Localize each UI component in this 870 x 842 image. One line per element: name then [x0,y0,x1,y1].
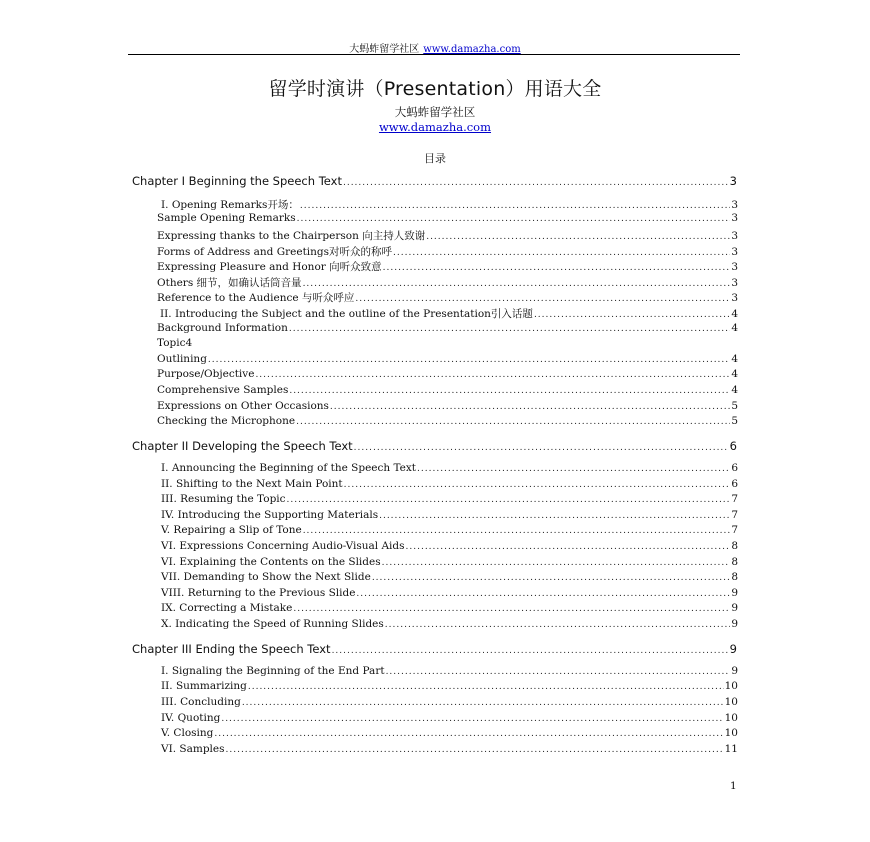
toc-label: V. Repairing a Slip of Tone [161,524,302,536]
toc-entry[interactable] [161,602,738,614]
toc-label: Reference to the Audience 与听众呼应 [157,292,355,304]
toc-label: I. Announcing the Beginning of the Speech Text [161,462,417,474]
leader-dots [406,542,731,552]
toc-entry[interactable] [161,712,738,724]
toc-label: I. Signaling the Beginning of the End Part [161,665,385,677]
toc-label: III. Resuming the Topic [161,493,286,505]
toc-page: 10 [724,727,738,739]
toc-entry[interactable] [161,571,738,583]
page-header [0,40,870,55]
toc-page: 3 [731,199,738,211]
toc-entry[interactable] [161,556,738,568]
leader-dots [289,386,730,396]
toc-page: 4 [731,308,738,320]
toc-entry[interactable] [161,478,738,490]
toc-entry[interactable] [161,540,738,552]
leader-dots [303,526,731,536]
toc-entry[interactable] [157,353,738,365]
toc-entry[interactable] [161,665,738,677]
toc-label: II. Summarizing [161,680,247,692]
leader-dots [332,646,729,656]
toc-page: 5 [731,400,738,412]
toc-page: 9 [731,587,738,599]
toc-page: 10 [724,680,738,692]
toc-entry[interactable] [160,306,738,321]
toc-label: VI. Explaining the Contents on the Slides [161,556,381,568]
toc-page: 4 [731,368,738,380]
leader-dots [287,495,731,505]
toc-entry[interactable] [161,462,738,474]
leader-dots [289,324,730,334]
leader-dots [255,370,730,380]
toc-label: VI. Expressions Concerning Audio-Visual Aids [161,540,405,552]
toc-entry[interactable] [157,337,192,349]
toc-label: Chapter III Ending the Speech Text [132,642,331,656]
toc-page: 10 [724,696,738,708]
leader-dots [303,279,731,289]
leader-dots [330,402,730,412]
toc-label: Background Information [157,322,288,334]
toc-page: 7 [731,509,738,521]
toc-label: VIII. Returning to the Previous Slide [161,587,356,599]
toc-entry[interactable] [157,322,738,334]
toc-entry[interactable] [161,587,738,599]
toc-entry[interactable] [157,290,738,305]
leader-dots [214,729,723,739]
toc-label: Expressing thanks to the Chairperson 向主持人致谢 [157,230,426,242]
leader-dots [221,714,723,724]
toc-chapter[interactable] [132,174,737,188]
toc-page: 9 [731,602,738,614]
leader-dots [355,294,730,304]
toc-entry[interactable] [157,275,738,290]
toc-page: 4 [731,353,738,365]
toc-page: 8 [731,540,738,552]
toc-label: Chapter I Beginning the Speech Text [132,174,342,188]
toc-chapter[interactable] [132,439,737,453]
toc-entry[interactable] [161,618,738,630]
leader-dots [343,178,729,188]
toc-entry[interactable] [157,368,738,380]
leader-dots [385,620,731,630]
toc-label: Others 细节，如确认话筒音量 [157,277,302,289]
toc-entry[interactable] [161,197,738,212]
header-link[interactable]: www.damazha.com [423,44,521,55]
toc-page: 9 [731,618,738,630]
toc-label: Outlining [157,353,207,365]
toc-chapter[interactable] [132,642,737,656]
toc-page: 6 [729,439,737,453]
toc-entry[interactable] [161,680,738,692]
leader-dots [248,682,724,692]
page-number: 1 [730,780,737,792]
leader-dots [297,214,731,224]
toc-entry[interactable] [157,400,738,412]
leader-dots [293,604,730,614]
toc-label: VI. Samples [161,743,225,755]
toc-entry[interactable] [161,727,738,739]
toc-page: 7 [731,493,738,505]
leader-dots [372,573,731,583]
header-rule [128,54,740,55]
leader-dots [426,232,730,242]
toc-label: Topic4 [157,337,193,349]
toc-page: 4 [731,322,738,334]
document-subtitle: 大蚂蚱留学社区 [394,105,476,119]
toc-entry[interactable] [161,743,738,755]
leader-dots [344,480,731,490]
toc-page: 3 [731,212,738,224]
document-title: 留学时演讲（Presentation）用语大全 [268,78,602,100]
toc-page: 11 [724,743,738,755]
toc-entry[interactable] [157,259,738,274]
leader-dots [354,443,729,453]
leader-dots [208,355,730,365]
toc-page: 6 [731,462,738,474]
toc-page: 5 [731,415,738,427]
leader-dots [393,248,730,258]
toc-label: VII. Demanding to Show the Next Slide [161,571,371,583]
toc-label: II. Shifting to the Next Main Point [161,478,343,490]
toc-label: Sample Opening Remarks [157,212,296,224]
toc-entry[interactable] [157,228,738,243]
leader-dots [226,745,724,755]
toc-page: 10 [724,712,738,724]
toc-entry[interactable] [157,384,738,396]
toc-page: 8 [731,571,738,583]
leader-dots [296,417,730,427]
toc-label: Purpose/Objective [157,368,255,380]
leader-dots [386,667,731,677]
leader-dots [356,589,730,599]
toc-label: III. Concluding [161,696,241,708]
site-link[interactable]: www.damazha.com [378,120,492,134]
toc-label: IV. Quoting [161,712,221,724]
toc-label: Forms of Address and Greetings对听众的称呼 [157,246,393,258]
toc-entry[interactable] [157,244,738,259]
toc-label: II. Introducing the Subject and the outline of the Presentation引入话题 [160,308,533,320]
header-text: 大蚂蚱留学社区 [349,44,420,55]
toc-label: Expressing Pleasure and Honor 向听众致意 [157,261,382,273]
toc-page: 3 [731,246,738,258]
leader-dots [379,511,730,521]
toc-label: Chapter II Developing the Speech Text [132,439,353,453]
leader-dots [382,558,731,568]
toc-page: 6 [731,478,738,490]
toc-entry[interactable] [157,212,738,224]
leader-dots [417,464,730,474]
toc-page: 3 [731,277,738,289]
toc-heading: 目录 [424,152,446,165]
toc-page: 9 [731,665,738,677]
toc-page: 3 [729,174,737,188]
toc-label: I. Opening Remarks开场： [161,199,299,211]
toc-entry[interactable] [161,509,738,521]
leader-dots [534,310,730,320]
toc-label: IX. Correcting a Mistake [161,602,293,614]
leader-dots [383,263,731,273]
toc-label: Expressions on Other Occasions [157,400,329,412]
toc-page: 4 [731,384,738,396]
leader-dots [242,698,724,708]
toc-page: 8 [731,556,738,568]
toc-page: 7 [731,524,738,536]
toc-label: Checking the Microphone [157,415,296,427]
toc-label: IV. Introducing the Supporting Materials [161,509,379,521]
toc-label: Comprehensive Samples [157,384,289,396]
toc-page: 3 [731,292,738,304]
leader-dots [300,201,730,211]
toc-page: 3 [731,230,738,242]
toc-page: 3 [731,261,738,273]
toc-page: 9 [729,642,737,656]
toc-entry[interactable] [161,493,738,505]
toc-label: X. Indicating the Speed of Running Slides [161,618,384,630]
toc-label: V. Closing [161,727,214,739]
toc-entry[interactable] [161,696,738,708]
toc-entry[interactable] [157,415,738,427]
toc-entry[interactable] [161,524,738,536]
